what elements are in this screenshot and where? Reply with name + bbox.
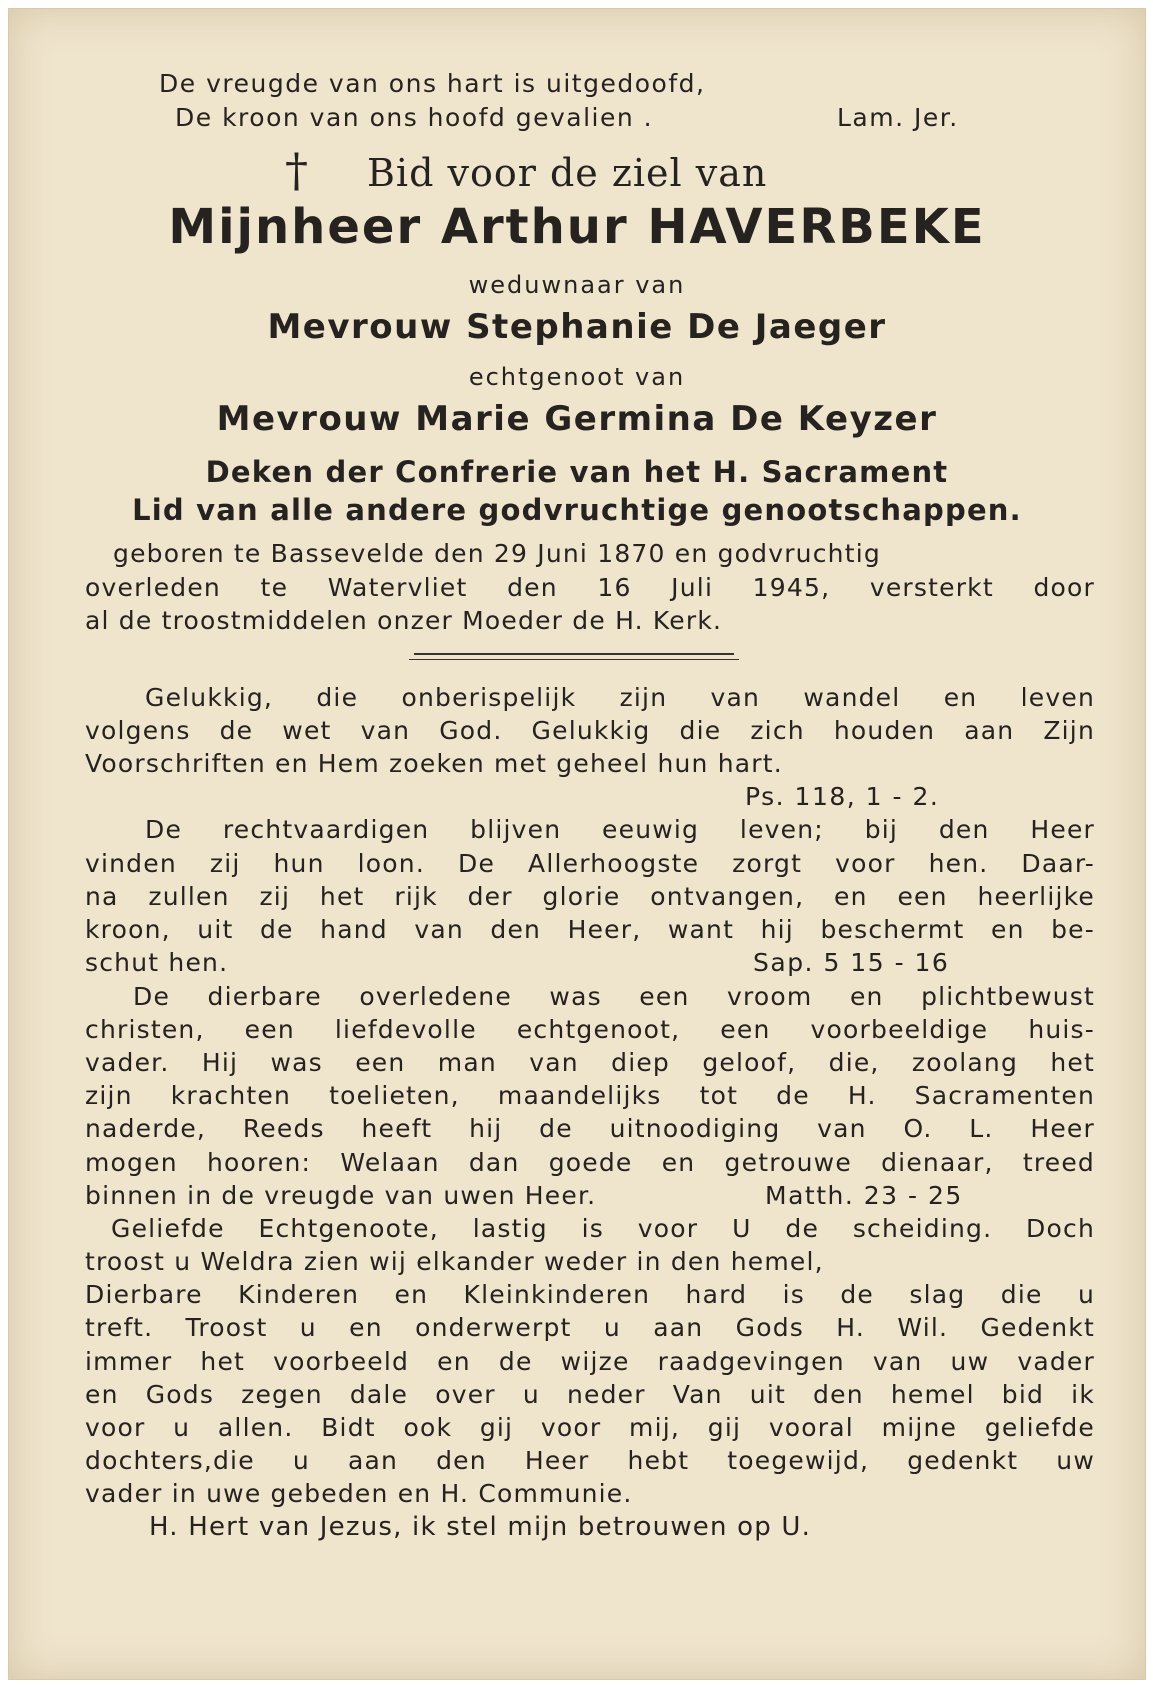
sapientia-line-4: kroon, uit de hand van den Heer, want hij beschermt en be- (85, 915, 1095, 944)
farewell-line-4: treft. Troost u en onderwerpt u aan Gods H. Wil. Gedenkt (85, 1313, 1095, 1342)
tribute-reference: Matth. 23 - 25 (765, 1181, 963, 1210)
closing-prayer: H. Hert van Jezus, ik stel mijn betrouwen op U. (149, 1512, 812, 1542)
sapientia-line-5: schut hen. (85, 948, 229, 977)
memorial-card (8, 8, 1146, 1680)
psalm-line-3: Voorschriften en Hem zoeken met geheel hun hart. (85, 749, 783, 778)
second-spouse-name: Mevrouw Marie Germina De Keyzer (216, 399, 938, 439)
sapientia-line-3: na zullen zij het rijk der glorie ontvangen, en een heerlijke (85, 882, 1095, 911)
divider-line (414, 653, 734, 655)
sapientia-reference: Sap. 5 15 - 16 (753, 948, 950, 977)
bio-line-3: al de troostmiddelen onzer Moeder de H. Kerk. (85, 606, 723, 635)
farewell-line-7: voor u allen. Bidt ook gij voor mij, gij vooral mijne geliefde (85, 1413, 1095, 1442)
farewell-line-9: vader in uwe gebeden en H. Communie. (85, 1479, 633, 1508)
sapientia-line-2: vinden zij hun loon. De Allerhoogste zorgt voor hen. Daar- (85, 849, 1095, 878)
psalm-line-1: Gelukkig, die onberispelijk zijn van wandel en leven (145, 683, 1095, 712)
relation-widower: weduwnaar van (468, 271, 686, 299)
first-spouse-name: Mevrouw Stephanie De Jaeger (267, 307, 887, 347)
title-dean: Deken der Confrerie van het H. Sacrament (205, 455, 949, 489)
farewell-line-8: dochters,die u aan den Heer hebt toegewijd, gedenkt uw (85, 1446, 1095, 1475)
sapientia-line-1: De rechtvaardigen blijven eeuwig leven; bij den Heer (145, 815, 1095, 844)
psalm-reference: Ps. 118, 1 - 2. (745, 782, 940, 811)
tribute-line-5: naderde, Reeds heeft hij de uitnoodiging van O. L. Heer (85, 1114, 1095, 1143)
farewell-line-3: Dierbare Kinderen en Kleinkinderen hard is de slag die u (85, 1280, 1095, 1309)
tribute-line-4: zijn krachten toelieten, maandelijks tot de H. Sacramenten (85, 1081, 1095, 1110)
tribute-line-6: mogen hooren: Welaan dan goede en getrouwe dienaar, treed (85, 1148, 1095, 1177)
motto-source: Lam. Jer. (837, 103, 959, 132)
farewell-line-2: troost u Weldra zien wij elkander weder in den hemel, (85, 1247, 824, 1276)
motto-line-2: De kroon van ons hoofd gevalien . (175, 103, 654, 132)
farewell-line-1: Geliefde Echtgenoote, lastig is voor U de scheiding. Doch (111, 1214, 1095, 1243)
psalm-line-2: volgens de wet van God. Gelukkig die zich houden aan Zijn (85, 716, 1095, 745)
motto-line-1: De vreugde van ons hart is uitgedoofd, (159, 69, 706, 98)
tribute-line-3: vader. Hij was een man van diep geloof, die, zoolang het (85, 1048, 1095, 1077)
relation-husband: echtgenoot van (468, 363, 686, 391)
farewell-line-6: en Gods zegen dale over u neder Van uit den hemel bid ik (85, 1380, 1095, 1409)
deceased-name: Mijnheer Arthur HAVERBEKE (168, 199, 986, 255)
tribute-line-1: De dierbare overledene was een vroom en plichtbewust (133, 982, 1095, 1011)
bio-line-2: overleden te Watervliet den 16 Juli 1945, versterkt door (85, 573, 1095, 602)
tribute-line-2: christen, een liefdevolle echtgenoot, een voorbeeldige huis- (85, 1015, 1095, 1044)
prayer-heading: Bid voor de ziel van (367, 151, 768, 195)
divider-line-2 (409, 659, 739, 660)
bio-line-1: geboren te Bassevelde den 29 Juni 1870 en godvruchtig (113, 539, 881, 568)
tribute-line-7: binnen in de vreugde van uwen Heer. (85, 1181, 597, 1210)
cross-icon: † (285, 143, 308, 197)
title-member: Lid van alle andere godvruchtige genootschappen. (132, 493, 1022, 527)
farewell-line-5: immer het voorbeeld en de wijze raadgevingen van uw vader (85, 1347, 1095, 1376)
